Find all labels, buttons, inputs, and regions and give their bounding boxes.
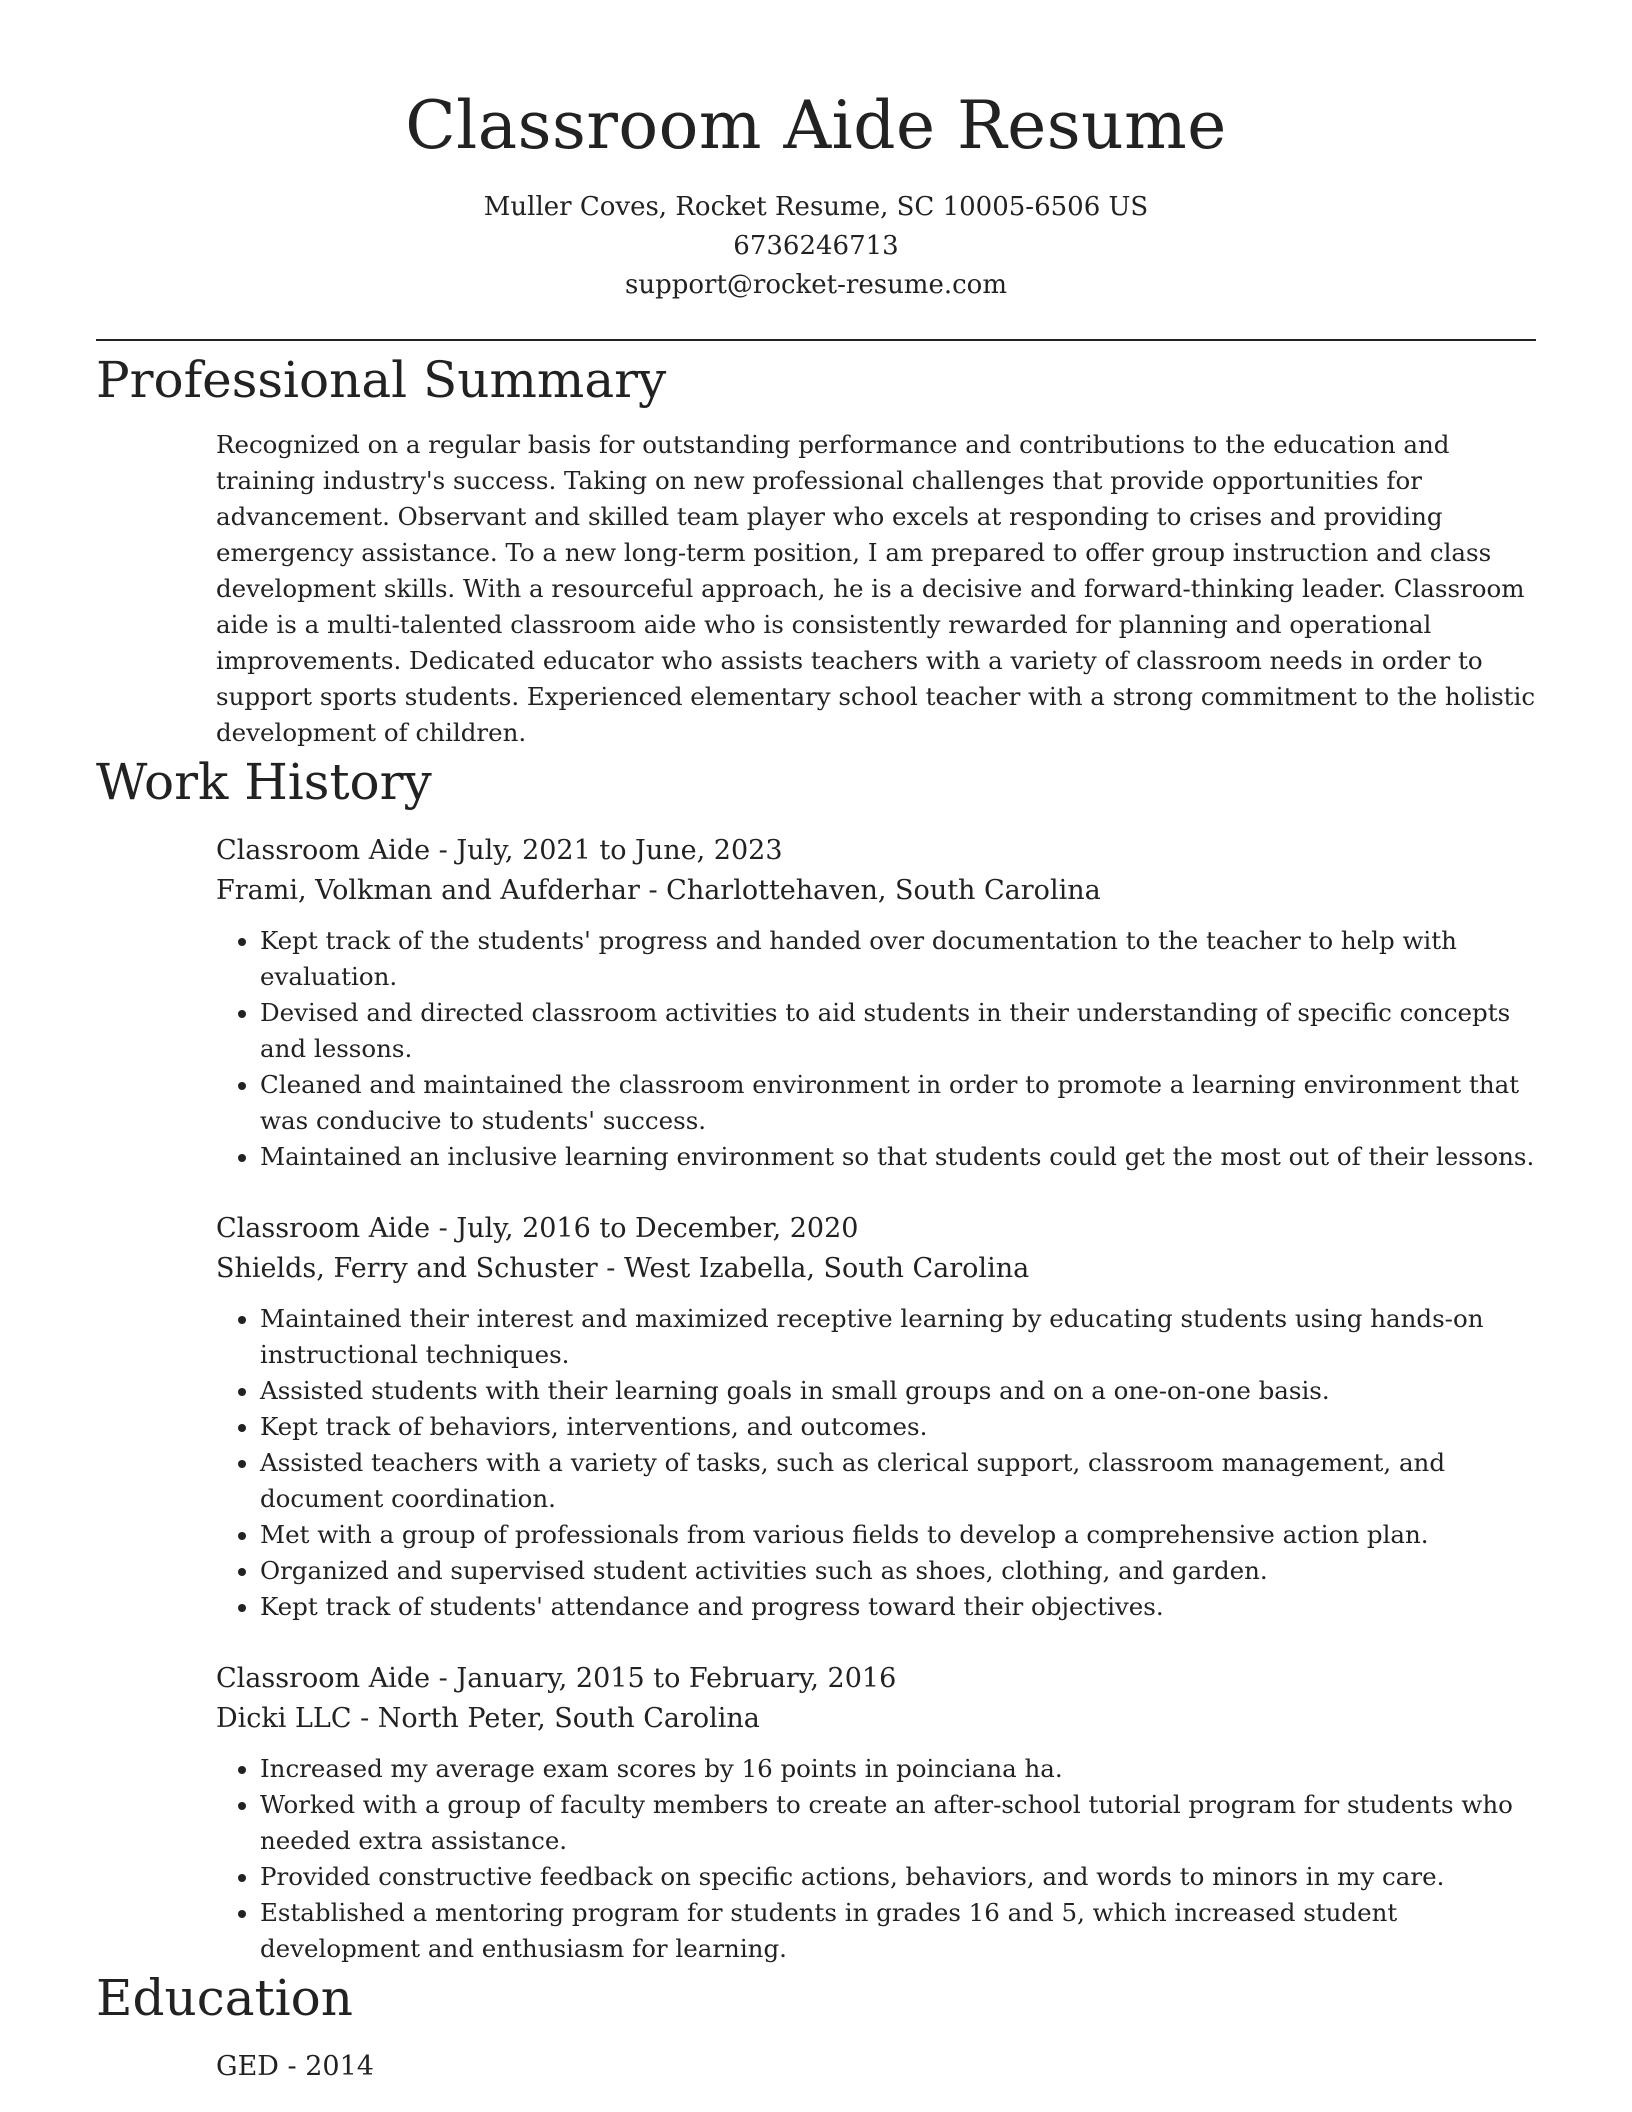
summary-heading: Professional Summary — [96, 351, 667, 409]
job-employer-location: Frami, Volkman and Aufderhar - Charlottehaven, South Carolina — [216, 875, 1101, 906]
job-bullets — [216, 923, 1536, 1175]
job-bullet: • Worked with a group of faculty members to create an after-school tutorial program for students who needed extra assistance. — [260, 1787, 1536, 1859]
job-bullets — [216, 1301, 1536, 1625]
job-position-dates: Classroom Aide - July, 2016 to December, 2020 — [216, 1213, 859, 1244]
job-bullet: • Assisted teachers with a variety of tasks, such as clerical support, classroom management, and document coordination. — [260, 1445, 1536, 1517]
resume-title: Classroom Aide Resume — [405, 87, 1227, 164]
education-entry: GED - 2014 — [216, 2051, 374, 2082]
job-bullet: • Kept track of students' attendance and progress toward their objectives. — [260, 1589, 1536, 1625]
job-bullet: • Organized and supervised student activities such as shoes, clothing, and garden. — [260, 1553, 1536, 1589]
work-history-heading: Work History — [96, 753, 432, 811]
job-bullet: • Provided constructive feedback on specific actions, behaviors, and words to minors in my care. — [260, 1859, 1536, 1895]
job-bullet: • Cleaned and maintained the classroom environment in order to promote a learning environment that was conducive to students' success. — [260, 1067, 1536, 1139]
job-position-dates: Classroom Aide - January, 2015 to February, 2016 — [216, 1663, 897, 1694]
job-entry — [216, 1659, 1536, 1967]
job-position-dates: Classroom Aide - July, 2021 to June, 2023 — [216, 835, 783, 866]
job-entry — [216, 1209, 1536, 1625]
job-bullet: • Maintained an inclusive learning environment so that students could get the most out of their lessons. — [260, 1139, 1536, 1175]
job-bullet: • Devised and directed classroom activities to aid students in their understanding of specific concepts and lessons. — [260, 995, 1536, 1067]
job-employer-location: Dicki LLC - North Peter, South Carolina — [216, 1703, 760, 1734]
job-bullet: • Met with a group of professionals from various fields to develop a comprehensive action plan. — [260, 1517, 1536, 1553]
job-bullets — [216, 1751, 1536, 1967]
resume-page — [96, 0, 1536, 2087]
resume-header — [96, 0, 1536, 305]
job-bullet: • Established a mentoring program for students in grades 16 and 5, which increased student development and enthusiasm for learning. — [260, 1895, 1536, 1967]
header-divider — [96, 339, 1536, 341]
job-employer-location: Shields, Ferry and Schuster - West Izabella, South Carolina — [216, 1253, 1030, 1284]
email-address: support@rocket-resume.com — [624, 270, 1007, 300]
job-bullet: • Assisted students with their learning goals in small groups and on a one-on-one basis. — [260, 1373, 1536, 1409]
contact-info — [96, 188, 1536, 305]
job-bullet: • Maintained their interest and maximized receptive learning by educating students using hands-on instructional techniques. — [260, 1301, 1536, 1373]
job-bullet: • Kept track of behaviors, interventions, and outcomes. — [260, 1409, 1536, 1445]
address-line: Muller Coves, Rocket Resume, SC 10005-6506 US — [483, 192, 1149, 222]
education-heading: Education — [96, 1969, 353, 2027]
job-bullet: • Kept track of the students' progress and handed over documentation to the teacher to help with evaluation. — [260, 923, 1536, 995]
phone-number: 6736246713 — [733, 231, 899, 261]
job-bullet: • Increased my average exam scores by 16 points in poinciana ha. — [260, 1751, 1536, 1787]
summary-text: Recognized on a regular basis for outstanding performance and contributions to the education and training industry's success. Taking on new professional challenges that provide opportunities for advancement. Observant and skilled team player who excels at responding to crises and providing emergency assistance. To a new long-term position, I am prepared to offer group instruction and class development skills. With a resourceful approach, he is a decisive and forward-thinking leader. Classroom aide is a multi-talented classroom aide who is consistently rewarded for planning and operational improvements. Dedicated educator who assists teachers with a variety of classroom needs in order to support sports students. Experienced elementary school teacher with a strong commitment to the holistic development of children. — [216, 430, 1536, 747]
job-entry — [216, 831, 1536, 1175]
